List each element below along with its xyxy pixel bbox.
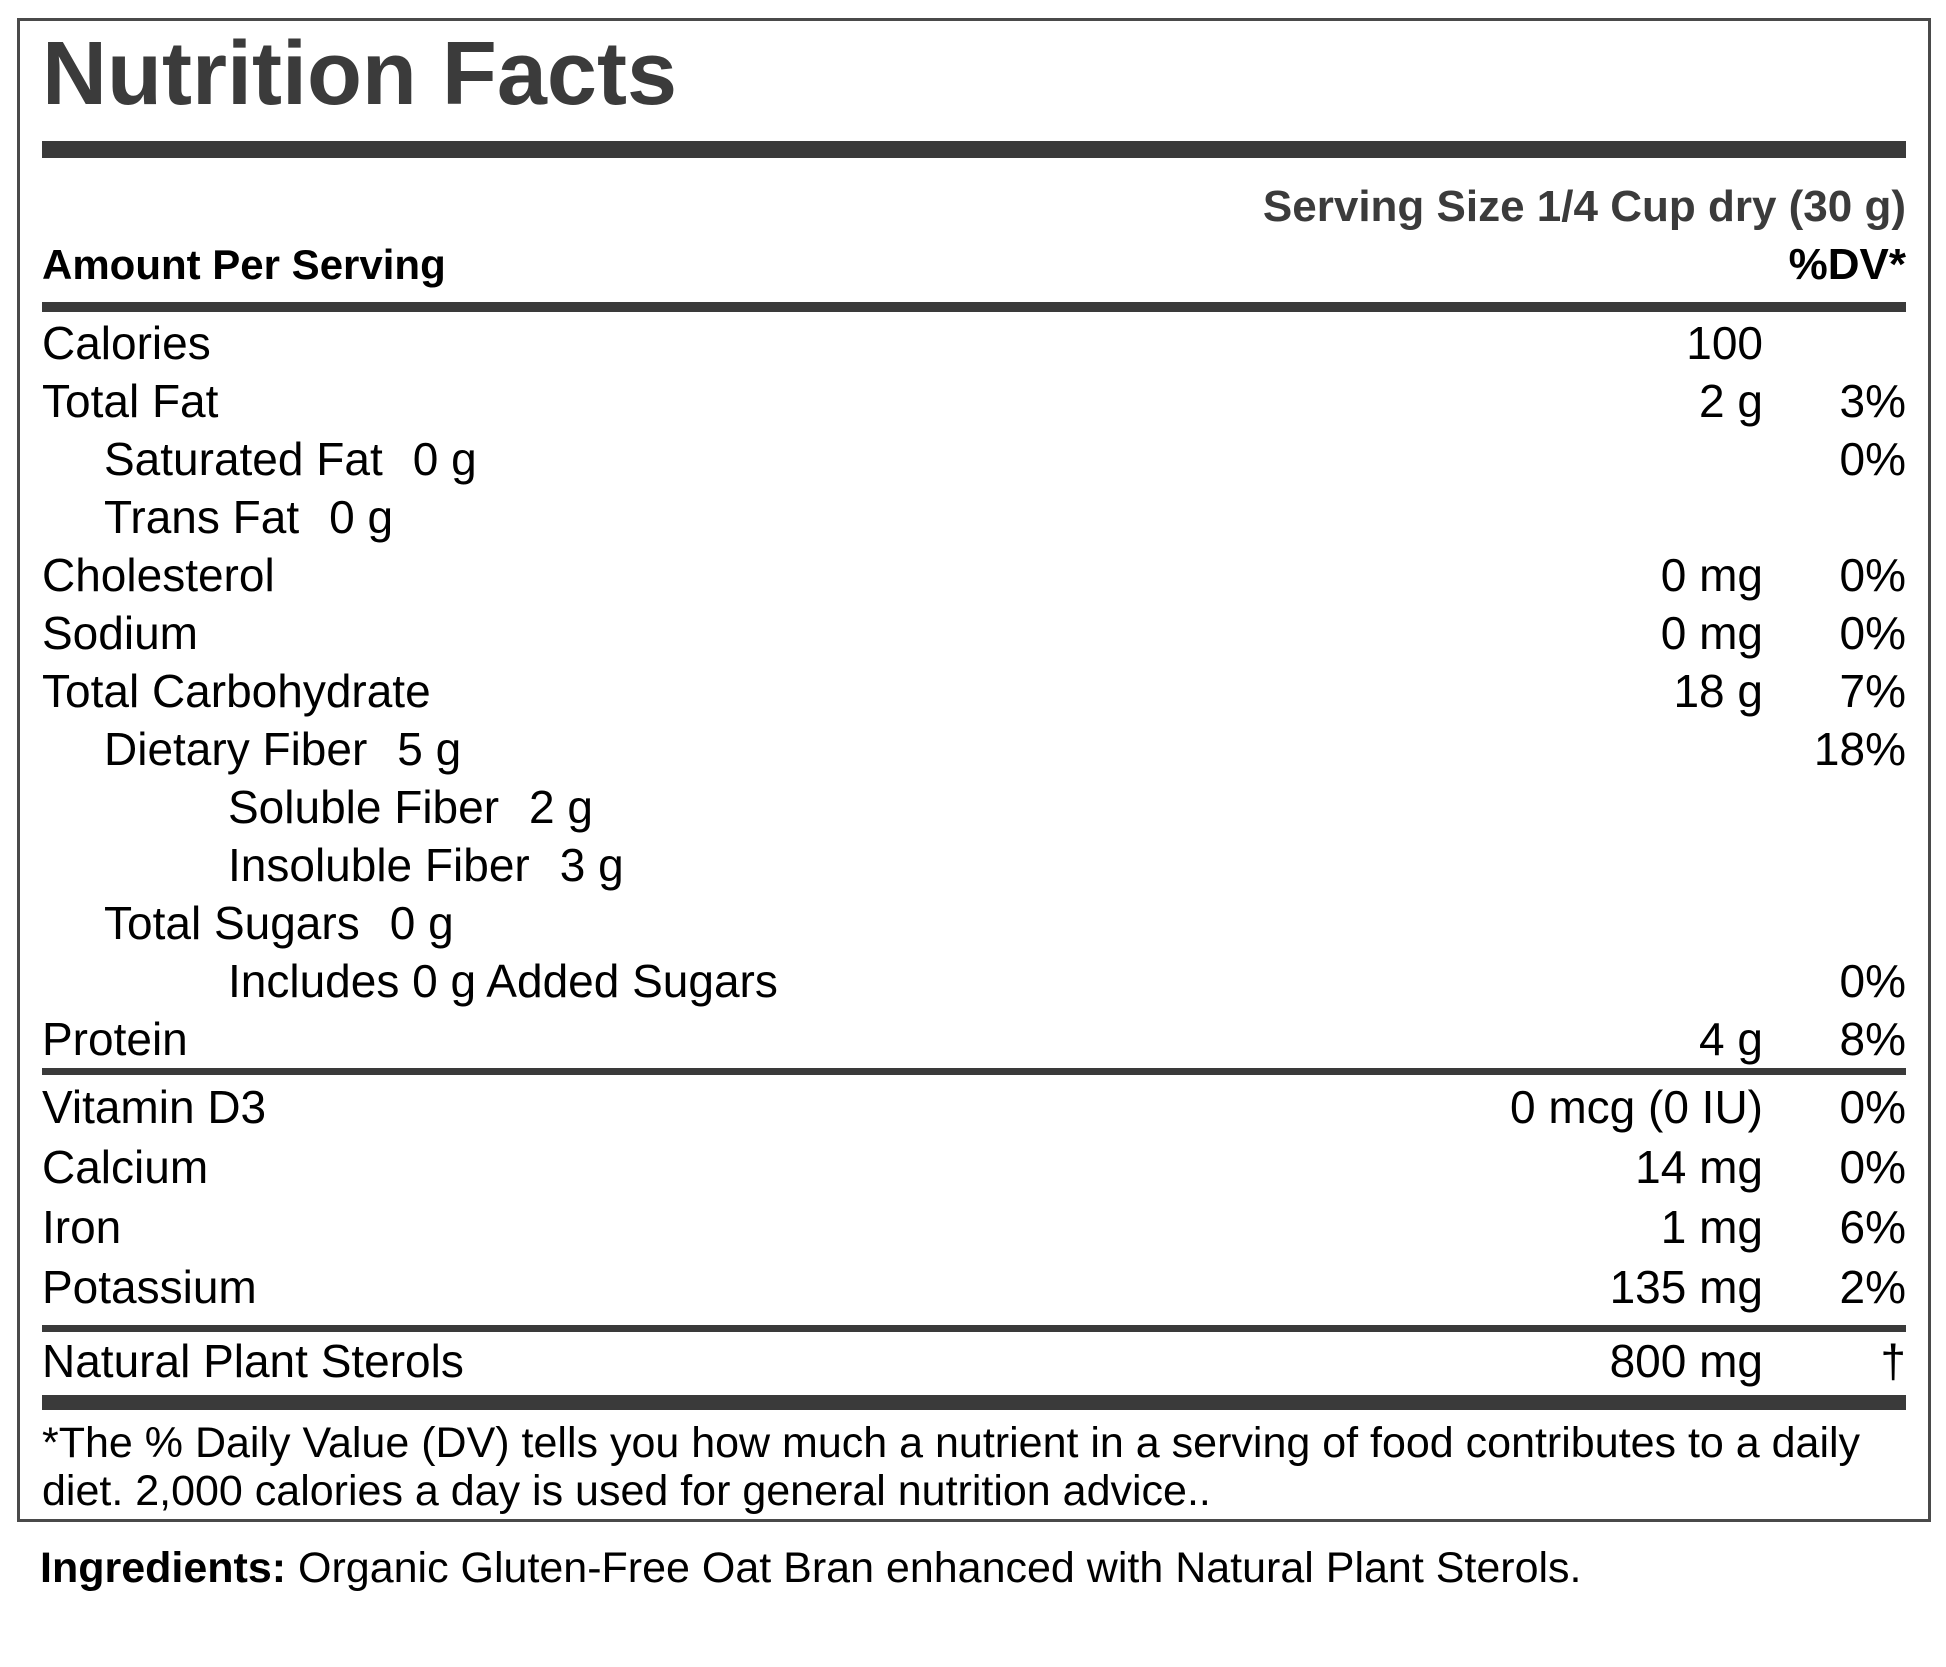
row-total-carbohydrate [42, 662, 1906, 720]
row-vitamin-d3 [42, 1077, 1906, 1137]
nutrient-name: Protein [42, 1013, 188, 1065]
nutrient-dv: 0% [1839, 955, 1906, 1007]
nutrient-dv: 0% [1839, 1141, 1906, 1193]
minerals-rule [42, 1325, 1906, 1332]
daily-value-footnote: *The % Daily Value (DV) tells you how much a nutrient in a serving of food contributes to a daily diet. 2,000 calories a day is used for general nutrition advice.. [42, 1419, 1861, 1515]
row-total-fat [42, 372, 1906, 430]
nutrient-amount-inline: 0 g [412, 433, 477, 485]
nutrient-name: Insoluble Fiber [228, 839, 530, 891]
nutrient-dv: 8% [1839, 1013, 1906, 1065]
serving-size: Serving Size 1/4 Cup dry (30 g) [1262, 182, 1906, 231]
title-rule [42, 141, 1906, 158]
ingredients-text: Organic Gluten-Free Oat Bran enhanced with Natural Plant Sterols. [286, 1544, 1582, 1592]
nutrient-name: Cholesterol [42, 549, 275, 601]
row-natural-plant-sterols [42, 1332, 1906, 1390]
nutrient-name: Vitamin D3 [42, 1081, 267, 1133]
nutrient-dv: 6% [1839, 1201, 1906, 1253]
row-iron [42, 1197, 1906, 1257]
protein-rule [42, 1068, 1906, 1075]
nutrient-dv: 0% [1839, 549, 1906, 601]
nutrient-amount: 1 mg [1660, 1201, 1763, 1253]
footnote-rule [42, 1395, 1906, 1410]
nutrient-name: Total Fat [42, 375, 219, 427]
nutrient-amount: 135 mg [1609, 1261, 1763, 1313]
ingredients-label: Ingredients: [40, 1544, 287, 1592]
nutrient-name: Saturated Fat [104, 433, 383, 485]
ingredients-line [40, 1544, 1910, 1592]
nutrient-name: Dietary Fiber [104, 723, 368, 775]
nutrient-name: Trans Fat [104, 491, 300, 543]
row-insoluble-fiber [42, 836, 1906, 894]
nutrient-name: Iron [42, 1201, 122, 1253]
nutrient-name: Soluble Fiber [228, 781, 500, 833]
amount-per-serving-label: Amount Per Serving [42, 241, 446, 288]
nutrient-amount-inline: 2 g [529, 781, 593, 833]
nutrient-dv: 7% [1839, 665, 1906, 717]
row-cholesterol [42, 546, 1906, 604]
nutrient-name: Calories [42, 317, 211, 369]
nutrient-amount: 0 mg [1660, 607, 1763, 659]
nutrient-dv: 0% [1839, 607, 1906, 659]
percent-dv-label: %DV* [1788, 240, 1906, 289]
nutrient-dv: 18% [1813, 723, 1906, 775]
nutrient-amount-inline: 5 g [397, 723, 462, 775]
vitamin-rows [42, 1077, 1906, 1317]
nutrient-dv: 0% [1839, 1081, 1906, 1133]
row-calcium [42, 1137, 1906, 1197]
nutrient-amount: 4 g [1699, 1013, 1763, 1065]
nutrient-name: Natural Plant Sterols [42, 1335, 464, 1387]
row-calories [42, 314, 1906, 372]
nutrient-amount: 2 g [1699, 375, 1763, 427]
nutrient-amount: 0 mg [1660, 549, 1763, 601]
row-sodium [42, 604, 1906, 662]
nutrition-facts-panel [17, 18, 1931, 1522]
row-soluble-fiber [42, 778, 1906, 836]
nutrient-name: Potassium [42, 1261, 257, 1313]
nutrient-dv: 3% [1839, 375, 1906, 427]
nutrient-dv: 0% [1839, 433, 1906, 485]
nutrient-dv: † [1880, 1335, 1906, 1387]
row-dietary-fiber [42, 720, 1906, 778]
column-header [42, 240, 1906, 290]
row-added-sugars [42, 952, 1906, 1010]
nutrient-amount: 18 g [1673, 665, 1763, 717]
nutrient-amount: 800 mg [1609, 1335, 1763, 1387]
nutrient-amount: 100 [1686, 317, 1763, 369]
nutrient-amount-inline: 0 g [329, 491, 394, 543]
panel-title: Nutrition Facts [42, 24, 678, 124]
header-rule [42, 302, 1906, 312]
nutrient-amount: 14 mg [1635, 1141, 1763, 1193]
row-protein [42, 1010, 1906, 1068]
nutrient-amount: 0 mcg (0 IU) [1509, 1081, 1763, 1133]
nutrient-amount-inline: 0 g [389, 897, 454, 949]
nutrient-name: Calcium [42, 1141, 209, 1193]
nutrient-amount-inline: 3 g [559, 839, 624, 891]
row-saturated-fat [42, 430, 1906, 488]
row-total-sugars [42, 894, 1906, 952]
nutrient-dv: 2% [1839, 1261, 1906, 1313]
row-trans-fat [42, 488, 1906, 546]
nutrient-name: Includes 0 g Added Sugars [228, 955, 778, 1007]
nutrient-name: Sodium [42, 607, 198, 659]
nutrient-rows [42, 314, 1906, 1068]
nutrient-name: Total Sugars [104, 897, 360, 949]
row-potassium [42, 1257, 1906, 1317]
nutrient-name: Total Carbohydrate [42, 665, 431, 717]
